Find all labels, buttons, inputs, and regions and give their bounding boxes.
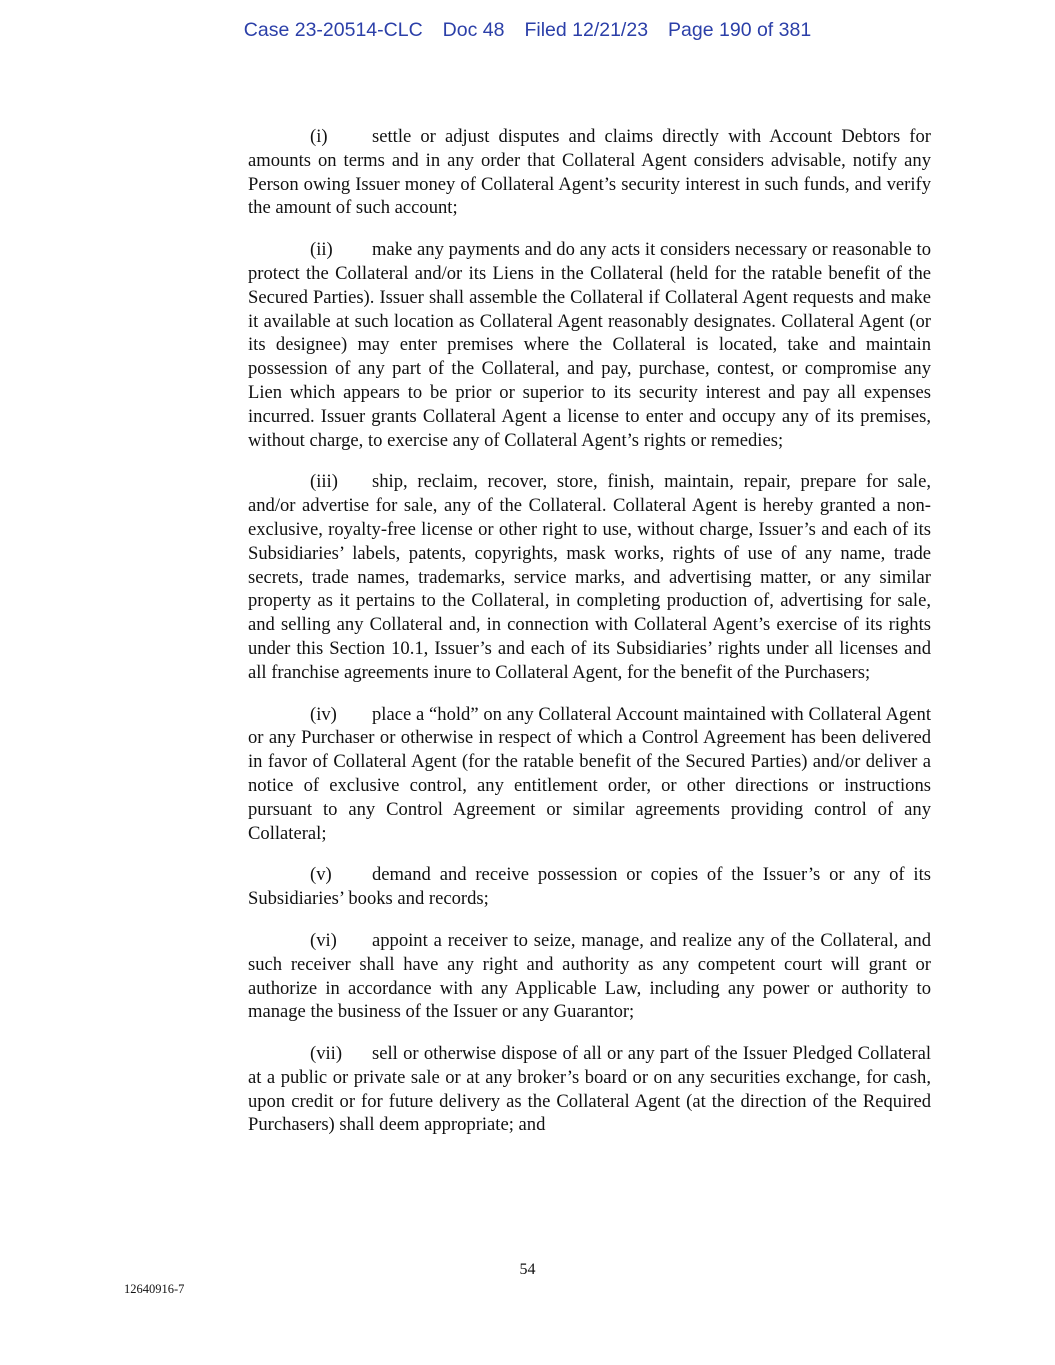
paragraph-number: (vii) <box>310 1043 343 1065</box>
paragraph-iii <box>248 470 931 684</box>
paragraph-text: sell or otherwise dispose of all or any part of the Issuer Pledged Collateral at a public or private sale or at any broker’s board or on any securities exchange, for cash, upon credit or for future delivery as the Collateral Agent (at the direction of the Required Purchasers) shall deem appropriate; and <box>248 1043 931 1136</box>
filed-date: Filed 12/21/23 <box>524 19 649 41</box>
paragraph-number: (i) <box>310 126 328 147</box>
paragraph-number: (iii) <box>310 471 338 493</box>
paragraph-vi <box>248 929 931 1024</box>
paragraph-v <box>248 863 931 911</box>
paragraph-i <box>248 125 931 220</box>
paragraph-number: (iv) <box>310 703 337 725</box>
paragraph-text: place a “hold” on any Collateral Account maintained with Collateral Agent or any Purchaser or otherwise in respect of which a Control Agreement has been delivered in favor of Collateral Agent (for the ratable benefit of the Secured Parties) and/or deliver a notice of exclusive control, any entitlement order, or other directions or instructions pursuant to any Control Agreement or similar agreements providing control of any Collateral; <box>248 703 931 844</box>
doc-number: Doc 48 <box>442 19 505 41</box>
paragraph-number: (ii) <box>310 239 333 261</box>
paragraph-vii <box>248 1042 931 1137</box>
paragraph-text: settle or adjust disputes and claims directly with Account Debtors for amounts on terms and in any order that Collateral Agent considers advisable, notify any Person owing Issuer money of Collateral Agent’s security interest in such funds, and verify the amount of such account; <box>248 126 931 219</box>
document-body <box>248 125 931 1155</box>
paragraph-iv <box>248 703 931 846</box>
document-id: 12640916-7 <box>124 1282 185 1296</box>
page-of-total: Page 190 of 381 <box>668 19 812 41</box>
paragraph-text: appoint a receiver to seize, manage, and realize any of the Collateral, and such receiver shall have any right and authority as any competent court will grant or authorize in accordance with any Applicable Law, including any power or authority to manage the business of the Issuer or any Guarantor; <box>248 929 931 1023</box>
paragraph-text: ship, reclaim, recover, store, finish, maintain, repair, prepare for sale, and/or advertise for sale, any of the Collateral. Collateral Agent is hereby granted a non-exclusive, royalty-free license or other right to use, without charge, Issuer’s and each of its Subsidiaries’ labels, patents, copyrights, mask works, rights of use of any name, trade secrets, trade names, trademarks, service marks, and advertising matter, or any similar property as it pertains to the Collateral, in completing production of, advertising for sale, and selling any Collateral and, in connection with Collateral Agent’s exercise of its rights under this Section 10.1, Issuer’s and each of its Subsidiaries’ rights under all licenses and all franchise agreements inure to Collateral Agent, for the benefit of the Purchasers; <box>248 471 931 683</box>
case-number: Case 23-20514-CLC <box>243 19 423 41</box>
paragraph-text: demand and receive possession or copies of the Issuer’s or any of its Subsidiaries’ books and records; <box>248 864 931 910</box>
paragraph-number: (vi) <box>310 929 337 951</box>
filing-header <box>0 19 1055 42</box>
paragraph-ii <box>248 238 931 452</box>
page-number: 54 <box>519 1261 536 1278</box>
paragraph-text: make any payments and do any acts it considers necessary or reasonable to protect the Collateral and/or its Liens in the Collateral (held for the ratable benefit of the Secured Parties). Issuer shall assemble the Collateral if Collateral Agent requests and make it available at such location as Collateral Agent reasonably designates. Collateral Agent (or its designee) may enter premises where the Collateral is located, take and maintain possession of any part of the Collateral, and pay, purchase, contest, or compromise any Lien which appears to be prior or superior to its security interest and pay all expenses incurred. Issuer grants Collateral Agent a license to enter and occupy any of its premises, without charge, to exercise any of Collateral Agent’s rights or remedies; <box>248 239 931 451</box>
paragraph-number: (v) <box>310 864 332 886</box>
